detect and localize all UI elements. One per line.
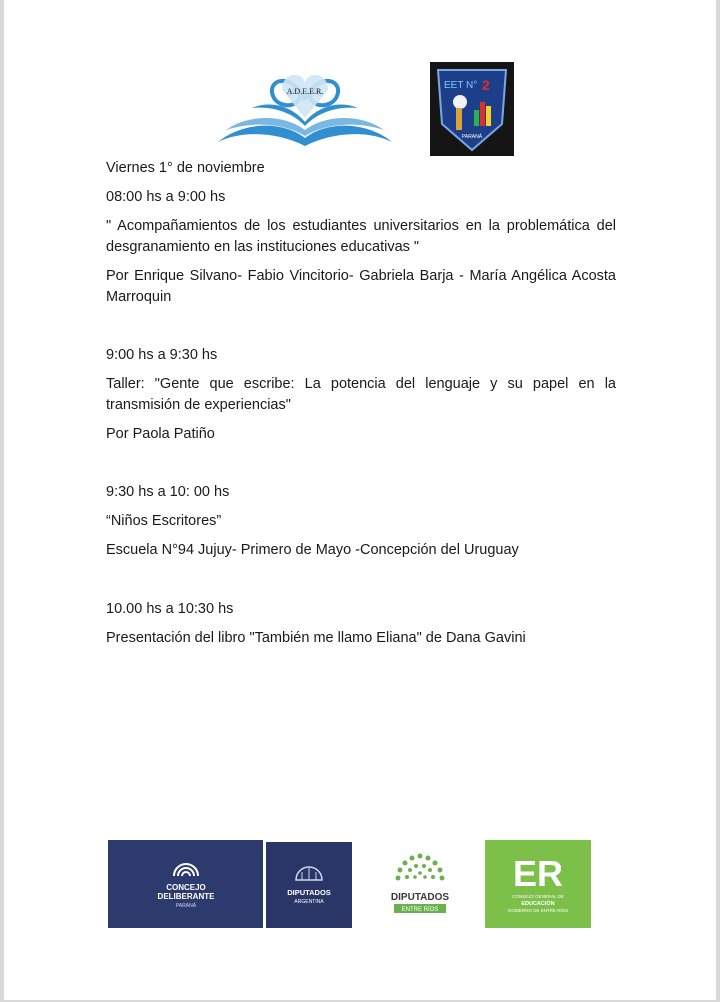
diputados-ar-line2: ARGENTINA bbox=[294, 899, 324, 905]
cge-line2: EDUCACIÓN bbox=[521, 901, 555, 907]
session-title: " Acompañamientos de los estudiantes universitarios en la problemática del desgranamiento en las instituciones educativas " bbox=[106, 218, 616, 255]
session-time: 9:30 hs a 10: 00 hs bbox=[106, 484, 230, 500]
session-time: 08:00 hs a 9:00 hs bbox=[106, 189, 226, 205]
diputados-ar-line1: DIPUTADOS bbox=[287, 888, 331, 897]
session-speakers: Escuela N°94 Jujuy- Primero de Mayo -Concepción del Uruguay bbox=[106, 542, 519, 558]
cge-mark: ER bbox=[512, 853, 564, 894]
concejo-line3: PARANÁ bbox=[175, 903, 197, 909]
eet-logo-number: 2 bbox=[482, 77, 490, 93]
diputados-entre-rios-logo bbox=[380, 848, 460, 928]
header-logos bbox=[4, 60, 716, 160]
eet-logo bbox=[430, 62, 514, 156]
session-title: Taller: "Gente que escribe: La potencia del lenguaje y su papel en la transmisión de experiencias" bbox=[106, 376, 616, 413]
session-title: Presentación del libro "También me llamo Eliana" de Dana Gavini bbox=[106, 630, 526, 646]
concejo-deliberante-logo bbox=[108, 840, 263, 928]
session-1 bbox=[106, 187, 616, 308]
diputados-argentina-logo bbox=[266, 842, 352, 928]
eet-logo-city: PARANÁ bbox=[461, 134, 483, 140]
session-4 bbox=[106, 599, 616, 649]
session-2 bbox=[106, 345, 616, 445]
session-time: 10.00 hs a 10:30 hs bbox=[106, 601, 234, 617]
concejo-line1: CONCEJO bbox=[166, 883, 206, 892]
session-3 bbox=[106, 482, 616, 561]
sponsor-logos bbox=[4, 840, 716, 930]
session-title: “Niños Escritores” bbox=[106, 513, 222, 529]
document-page bbox=[4, 0, 716, 1000]
schedule-day: Viernes 1° de noviembre bbox=[106, 160, 265, 176]
diputados-er-line1: DIPUTADOS bbox=[390, 892, 450, 903]
session-time: 9:00 hs a 9:30 hs bbox=[106, 347, 218, 363]
adeer-logo-text: A.D.E.E.R. bbox=[286, 87, 324, 96]
adeer-logo bbox=[212, 60, 398, 150]
consejo-general-educacion-logo bbox=[485, 840, 591, 928]
session-speakers: Por Paola Patiño bbox=[106, 426, 215, 442]
concejo-line2: DELIBERANTE bbox=[157, 892, 215, 901]
diputados-er-line2: ENTRE RÍOS bbox=[401, 907, 439, 913]
cge-line1: CONSEJO GENERAL DE bbox=[512, 894, 564, 899]
eet-logo-text: EET N° bbox=[444, 80, 478, 91]
session-speakers: Por Enrique Silvano- Fabio Vincitorio- Gabriela Barja - María Angélica Acosta Marroquin bbox=[106, 268, 616, 305]
cge-line3: GOBIERNO DE ENTRE RÍOS bbox=[507, 908, 569, 913]
